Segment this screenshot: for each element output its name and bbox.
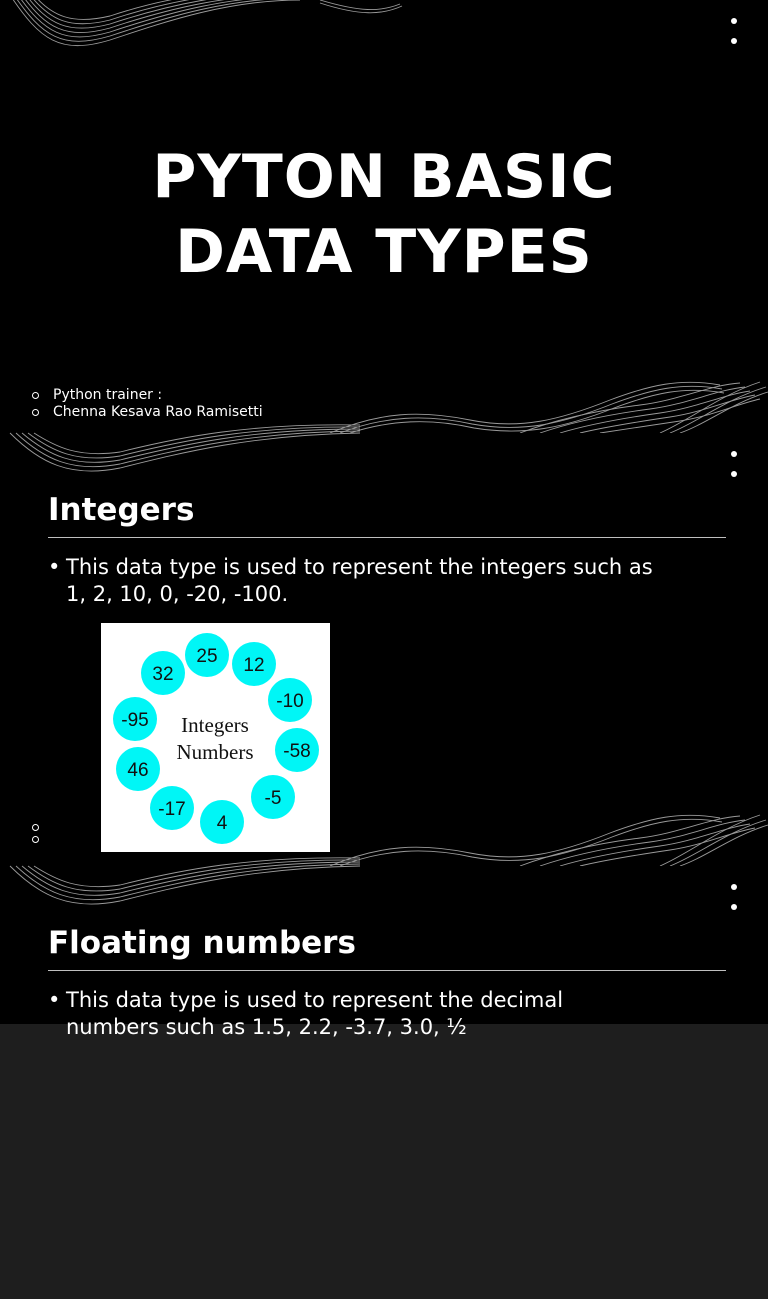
title-line-2: DATA TYPES <box>175 217 593 287</box>
heading-divider <box>48 970 726 971</box>
number-bubble <box>268 678 312 722</box>
number-label: 46 <box>127 760 149 781</box>
title-line-1: PYTON BASIC <box>152 142 616 212</box>
list-item <box>48 987 708 1041</box>
more-vertical-icon[interactable] <box>726 451 742 477</box>
slide-integers <box>0 433 768 866</box>
bullet-ring-icon <box>32 824 39 831</box>
number-bubble <box>275 728 319 772</box>
slide-bullets <box>32 824 53 848</box>
number-bubble <box>150 786 194 830</box>
number-label: 4 <box>216 813 228 834</box>
trainer-role: Python trainer : <box>53 387 163 403</box>
number-bubble <box>200 800 244 844</box>
bullet-text-line-1: This data type is used to represent the integers such as <box>66 555 653 579</box>
bullet-dot-icon: • <box>48 988 61 1012</box>
figure-caption-line-2: Numbers <box>176 740 254 764</box>
integers-figure <box>101 623 330 852</box>
slide-heading: Integers <box>48 492 195 528</box>
heading-divider <box>48 537 726 538</box>
list-item <box>48 554 708 608</box>
number-label: 12 <box>243 655 265 676</box>
more-vertical-icon[interactable] <box>726 18 742 44</box>
number-label: -95 <box>121 710 149 731</box>
number-bubble <box>251 775 295 819</box>
bullet-ring-icon <box>32 409 39 416</box>
slide-floating <box>0 866 768 1039</box>
trainer-list <box>32 387 263 421</box>
number-label: -5 <box>264 788 282 809</box>
bullet-ring-icon <box>32 836 39 843</box>
number-label: -17 <box>158 799 186 820</box>
more-vertical-icon[interactable] <box>726 884 742 910</box>
number-bubble <box>116 747 160 791</box>
number-label: 25 <box>196 646 218 667</box>
bullet-dot-icon: • <box>48 555 61 579</box>
list-item <box>32 387 263 404</box>
number-bubble <box>232 642 276 686</box>
bullet-text-line-2: 1, 2, 10, 0, -20, -100. <box>66 582 289 606</box>
number-bubble <box>113 697 157 741</box>
list-item <box>32 404 263 421</box>
bullet-text-line-2: numbers such as 1.5, 2.2, -3.7, 3.0, ½ <box>66 1015 467 1039</box>
slide-title <box>0 0 768 433</box>
number-label: 32 <box>152 664 174 685</box>
number-label: -10 <box>276 691 304 712</box>
figure-caption-line-1: Integers <box>181 713 249 737</box>
trainer-name: Chenna Kesava Rao Ramisetti <box>53 404 263 420</box>
number-bubble <box>141 651 185 695</box>
integers-diagram <box>101 623 330 852</box>
slide-heading: Floating numbers <box>48 925 356 961</box>
slide-title-text <box>0 140 768 290</box>
bullet-ring-icon <box>32 392 39 399</box>
number-bubble <box>185 633 229 677</box>
bullet-text-line-1: This data type is used to represent the decimal <box>66 988 564 1012</box>
number-label: -58 <box>283 741 311 762</box>
